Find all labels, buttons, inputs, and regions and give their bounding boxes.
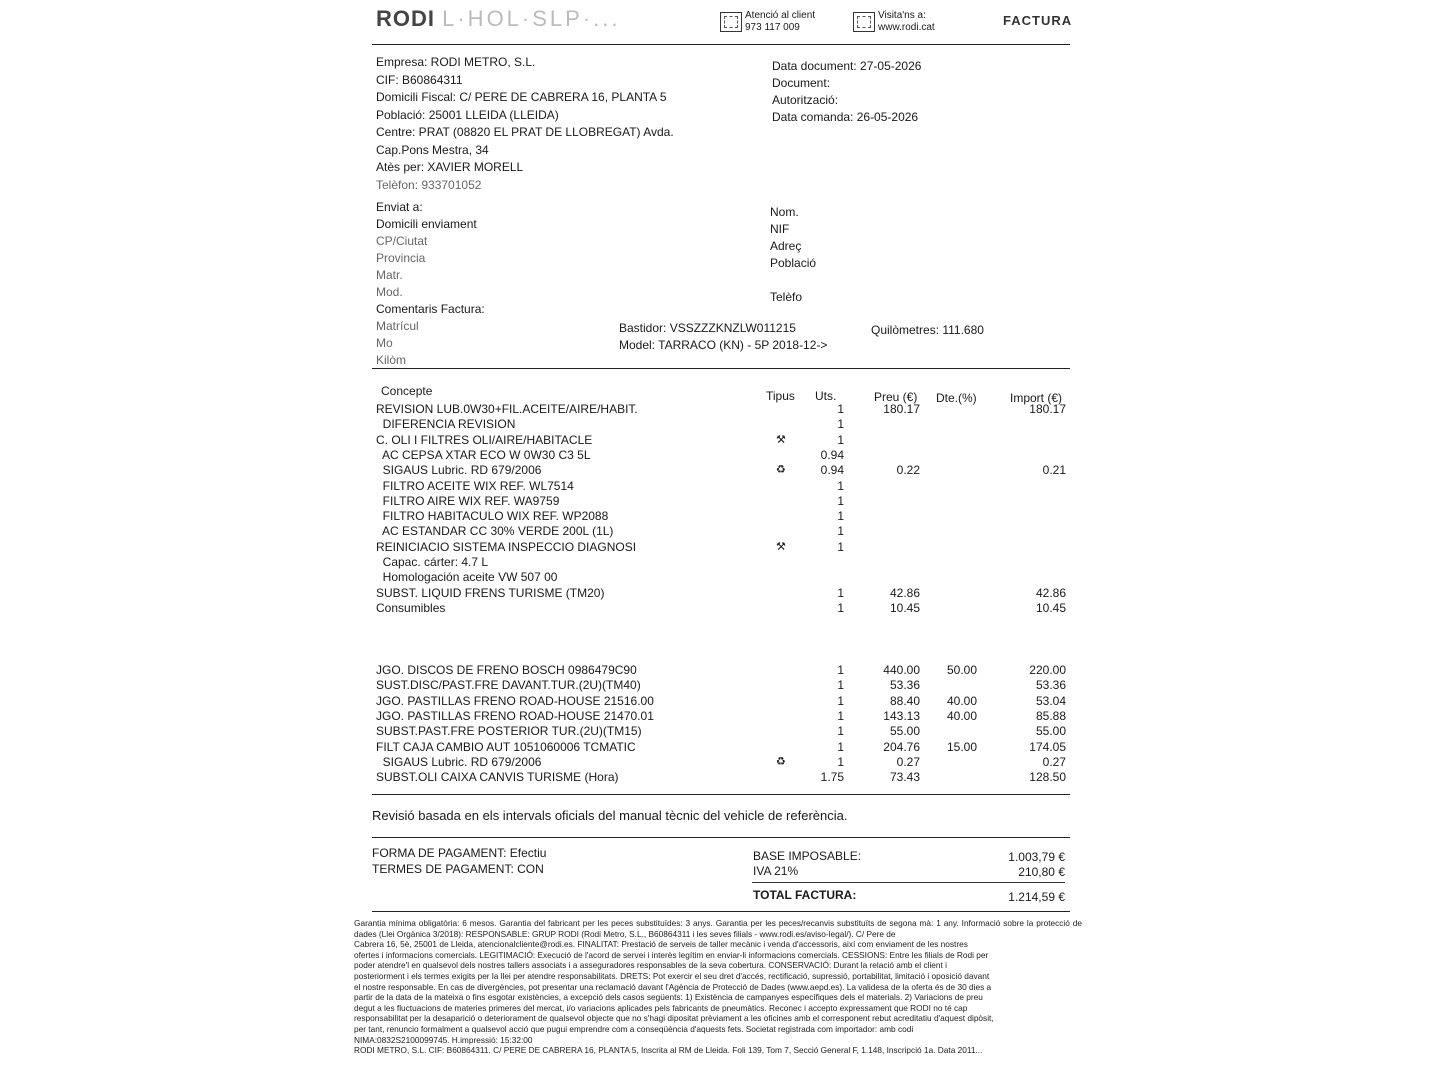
payment-block (372, 845, 546, 877)
legal-rule (372, 911, 1070, 912)
cell-uts: 1 (837, 724, 844, 739)
document-date: Data document: 27-05-2026 (772, 59, 922, 73)
document-block (772, 58, 921, 126)
attention-phone: 973 117 009 (745, 22, 800, 33)
payment-terms: TERMES DE PAGAMENT: CON (372, 862, 544, 876)
cell-uts: 1 (837, 663, 844, 677)
legal-line: ofertes i informacions comercials. LEGITIMACIÓ: Execució de l'acord de servei i interès legítim en enviar-li informacions comercials. CESSIONS: Entre les filials de Rodi per (354, 949, 989, 960)
total-value: 1.214,59 € (1008, 890, 1065, 904)
legal-line: responsabilitat per la desaparició o deteriorament de qualsevol objecte que no s'hagi dipositat prèviament a les oficines amb el corresponent rebut acreditatiu d'aquest dipòsit, (354, 1013, 994, 1024)
cell-uts: 0.94 (820, 463, 844, 478)
cell-concepte: SUST.DISC/PAST.FRE DAVANT.TUR.(2U)(TM40) (376, 678, 641, 693)
cell-uts: 1 (837, 754, 844, 769)
client-city: Població (770, 256, 817, 270)
cell-import: 0.27 (1042, 754, 1066, 769)
web-url: www.rodi.cat (878, 22, 935, 33)
col-dte: Dte.(%) (936, 391, 977, 405)
cell-preu: 0.22 (896, 463, 920, 478)
attention-block (745, 10, 815, 34)
document-number: Document: (772, 76, 831, 90)
cell-uts: 1.75 (820, 770, 844, 785)
note-rule (372, 837, 1070, 838)
web-label: Visita'ns a: (878, 10, 926, 21)
company-cif: CIF: B60864311 (376, 72, 463, 87)
cell-preu: 0.27 (896, 754, 920, 769)
base-value: 1.003,79 € (1008, 850, 1065, 864)
rodi-logo: RODI L·HOL·SLP·... (376, 6, 621, 31)
cell-concepte: REINICIACIO SISTEMA INSPECCIO DIAGNOSI (376, 539, 637, 554)
cell-concepte: AC CEPSA XTAR ECO W 0W30 C3 5L (376, 447, 591, 462)
cell-uts: 1 (837, 678, 844, 693)
legal-line: RODI METRO, S.L. CIF: B60864311. C/ PERE DE CABRERA 16, PLANTA 5, Inscrita al RM de Lleida. Foli 139, Tom 7, Secció General F, 1.148, Inscripció 1a. Data 2011... (354, 1045, 983, 1056)
cell-concepte: Homologación aceite VW 507 00 (376, 570, 558, 585)
col-tipus: Tipus (766, 389, 795, 403)
legal-line: el nostre responsable. En cas de divergències, pot presentar una reclamació davant l'Agència de Protecció de Dades (www.aepd.es). La validesa de la oferta és de 30 dies a (354, 981, 992, 992)
web-block (878, 10, 935, 34)
company-block (376, 54, 674, 194)
vehicle-vin: Bastidor: VSSZZZKNZLW011215 (619, 321, 796, 335)
cell-uts: 1 (837, 493, 844, 508)
cell-uts: 1 (837, 739, 844, 754)
cell-import: 42.86 (1035, 585, 1066, 600)
cell-dte: 40.00 (946, 708, 977, 723)
cell-uts: 1 (837, 432, 844, 447)
revision-note: Revisió basada en els intervals oficials del manual tècnic del vehicle de referència. (372, 808, 848, 823)
cell-concepte: FILTRO ACEITE WIX REF. WL7514 (376, 478, 574, 493)
cell-uts: 1 (837, 524, 844, 539)
cell-import: 220.00 (1029, 663, 1066, 677)
vehicle-model: Model: TARRACO (KN) - 5P 2018-12-> (619, 338, 828, 352)
cell-preu: 180.17 (883, 402, 920, 416)
cell-concepte: FILTRO AIRE WIX REF. WA9759 (376, 493, 560, 508)
cell-preu: 88.40 (889, 693, 920, 708)
cell-concepte: C. OLI I FILTRES OLI/AIRE/HABITACLE (376, 432, 593, 447)
shipping-address: Domicili enviament (376, 217, 477, 231)
cell-concepte: FILTRO HABITACULO WIX REF. WP2088 (376, 509, 609, 524)
recycle-icon: ♻ (776, 464, 786, 477)
header-rule (372, 44, 1070, 45)
cell-concepte: SUBST. LIQUID FRENS TURISME (TM20) (376, 585, 605, 600)
cell-import: 55.00 (1035, 724, 1066, 739)
legal-line: Garantia mínima obligatòria: 6 mesos. Garantia del fabricant per les peces substituïdes: 3 anys. Garantia per les peces/recanvis substituïts de segona mà: 1 any. Informació sobre la protecció de dades (Llei Orgànica 3/2018): RESPONSABLE: GRUP RODI (Rodi Metro, S.L., B60864311 i les seves filials - www.rodi.es/aviso-legal/). C/ Pere de (354, 918, 1082, 939)
cell-preu: 204.76 (883, 739, 920, 754)
web-icon (853, 12, 875, 32)
cell-concepte: REVISION LUB.0W30+FIL.ACEITE/AIRE/HABIT. (376, 402, 638, 416)
cell-concepte: Capac. cárter: 4.7 L (376, 555, 489, 569)
col-uts: Uts. (815, 389, 837, 403)
attention-label: Atenció al client (745, 10, 816, 21)
invoice-comments-label: Comentaris Factura: (376, 302, 485, 316)
cell-uts: 0.94 (820, 447, 844, 462)
company-centre-street: Cap.Pons Mestra, 34 (376, 142, 489, 157)
totals-rule (752, 882, 1065, 883)
cell-uts: 1 (837, 478, 844, 493)
shipping-line: Mod. (376, 285, 403, 299)
legal-text (354, 918, 1082, 1056)
cell-uts: 1 (837, 417, 844, 432)
cell-concepte: SUBST.OLI CAIXA CANVIS TURISME (Hora) (376, 770, 619, 785)
cell-preu: 55.00 (889, 724, 920, 739)
legal-line: partir de la data de la mateixa o fins esgotar existències, a excepció dels casos següents: 1) Existència de campanyes específiques dels el materials. 2) Variacions de preu (354, 992, 983, 1003)
doc-type: FACTURA (1003, 13, 1073, 28)
legal-line: degut a les fluctuacions de materies primeres del mercat, i/o variacions aplicades pels fabricants de pneumàtics. Reconec i accepto expressament que RODI no té cap (354, 1002, 968, 1013)
vehicle-km: Quilòmetres: 111.680 (871, 323, 984, 337)
cell-dte: 50.00 (946, 663, 977, 677)
phone-icon (720, 12, 742, 32)
cell-import: 128.50 (1029, 770, 1066, 785)
cell-preu: 143.13 (883, 708, 920, 723)
col-preu: Preu (€) (874, 390, 918, 404)
legal-line: NIMA:0832S2100099745. H.impressió: 15:32:00 (354, 1034, 533, 1045)
cell-uts: 1 (837, 708, 844, 723)
cell-concepte: FILT CAJA CAMBIO AUT 1051060006 TCMATIC (376, 739, 636, 754)
client-phone: Telèfo (770, 290, 803, 304)
cell-import: 0.21 (1042, 463, 1066, 478)
cell-dte: 40.00 (946, 693, 977, 708)
client-address: Adreç (770, 239, 802, 253)
cell-concepte: JGO. DISCOS DE FRENO BOSCH 0986479C90 (376, 663, 637, 677)
company-address: Domicili Fiscal: C/ PERE DE CABRERA 16, PLANTA 5 (376, 90, 667, 104)
iva-label: IVA 21% (753, 864, 799, 878)
shipping-province: Provincia (376, 251, 426, 265)
cell-import: 180.17 (1029, 402, 1066, 416)
shipping-to: Enviat a: (376, 200, 423, 214)
cell-uts: 1 (837, 600, 844, 615)
wrench-icon: ⚒ (776, 540, 786, 553)
cell-concepte: Consumibles (376, 600, 446, 615)
cell-concepte: SIGAUS Lubric. RD 679/2006 (376, 463, 542, 478)
cell-uts: 1 (837, 585, 844, 600)
wrench-icon: ⚒ (776, 433, 786, 446)
comment-line: Kilòm (376, 353, 407, 367)
company-name: Empresa: RODI METRO, S.L. (376, 55, 536, 69)
cell-uts: 1 (837, 402, 844, 416)
cell-import: 53.36 (1035, 678, 1066, 693)
cell-import: 10.45 (1035, 600, 1066, 615)
shipping-line: Matr. (376, 268, 403, 282)
cell-concepte: JGO. PASTILLAS FRENO ROAD-HOUSE 21516.00 (376, 693, 654, 708)
cell-import: 85.88 (1035, 708, 1066, 723)
cell-concepte: AC ESTANDAR CC 30% VERDE 200L (1L) (376, 524, 614, 539)
document-authorization: Autorització: (772, 93, 839, 107)
client-name: Nom. (770, 205, 799, 219)
cell-uts: 1 (837, 539, 844, 554)
cell-concepte: JGO. PASTILLAS FRENO ROAD-HOUSE 21470.01 (376, 708, 654, 723)
recycle-icon: ♻ (776, 755, 786, 768)
shipping-block (376, 199, 485, 369)
company-centre: Centre: PRAT (08820 EL PRAT DE LLOBREGAT) Avda. (376, 125, 674, 139)
table-bottom-rule (372, 794, 1070, 795)
company-attended-by: Atès per: XAVIER MORELL (376, 160, 524, 174)
legal-line: posteriorment i els termes exigits per la llei per atendre responsabilitats. DRETS: Pot exercir el seu dret d'accés, rectificació, supressió, portabilitat, limitació i oposició davant (354, 970, 990, 981)
client-nif: NIF (770, 222, 790, 236)
cell-preu: 10.45 (889, 600, 920, 615)
legal-line: poder atendre'l en qualsevol dels nostres tallers associats i a asseguradores responsables de la seva cobertura. CONSERVACIÓ: Durant la relació amb el client i (354, 960, 947, 971)
cell-import: 174.05 (1029, 739, 1066, 754)
iva-value: 210,80 € (1018, 865, 1065, 879)
cell-preu: 440.00 (883, 663, 920, 677)
client-block (770, 204, 816, 306)
company-city: Població: 25001 LLEIDA (LLEIDA) (376, 107, 559, 122)
cell-concepte: SUBST.PAST.FRE POSTERIOR TUR.(2U)(TM15) (376, 724, 642, 739)
comment-line: Matrícul (376, 319, 419, 333)
cell-uts: 1 (837, 509, 844, 524)
company-phone: Telèfon: 933701052 (376, 177, 482, 192)
cell-concepte: DIFERENCIA REVISION (376, 417, 516, 432)
col-concepte: Concepte (381, 384, 433, 398)
shipping-postcode: CP/Ciutat (376, 234, 428, 248)
cell-preu: 42.86 (889, 585, 920, 600)
comment-line: Mo (376, 336, 393, 350)
cell-preu: 53.36 (889, 678, 920, 693)
cell-concepte: SIGAUS Lubric. RD 679/2006 (376, 754, 542, 769)
cell-preu: 73.43 (889, 770, 920, 785)
legal-line: per tant, renuncio formalment a qualsevol acció que pugui emprendre com a conseqüència d'aquests fets. Societat registrada com importador: amb codi (354, 1023, 914, 1034)
cell-dte: 15.00 (946, 739, 977, 754)
col-import: Import (€) (1010, 391, 1063, 405)
cell-import: 53.04 (1035, 693, 1066, 708)
legal-line: Cabrera 16, 5è, 25001 de Lleida, atencionalcliente@rodi.es. FINALITAT: Prestació de serveis de taller mecànic i venda d'accessoris, així com enviament de les nostres (354, 939, 968, 950)
table-top-rule (372, 368, 1070, 369)
order-date: Data comanda: 26-05-2026 (772, 110, 919, 124)
total-label: TOTAL FACTURA: (753, 888, 857, 902)
cell-uts: 1 (837, 693, 844, 708)
payment-method: FORMA DE PAGAMENT: Efectiu (372, 846, 547, 860)
base-label: BASE IMPOSABLE: (753, 849, 862, 863)
